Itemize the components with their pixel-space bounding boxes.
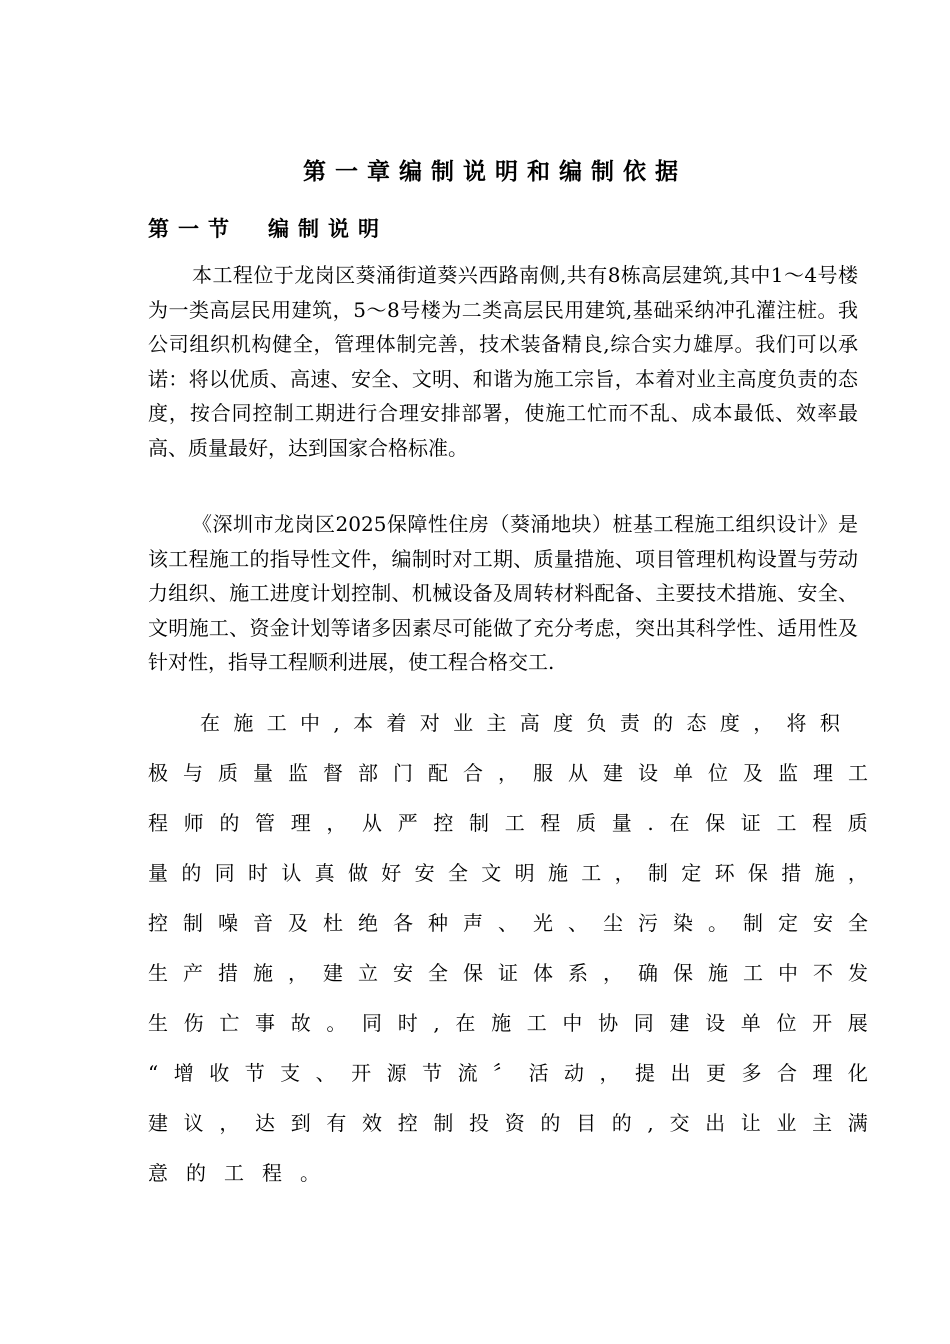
spaced-line: 程 师 的 管 理 ， 从 严 控 制 工 程 质 量 . 在 保 证 工 程 质 [148, 811, 868, 835]
paragraph-document-purpose: 《深圳市龙岗区2025保障性住房（葵涌地块）桩基工程施工组织设计》是该工程施工的指导性文件，编制时对工期、质量措施、项目管理机构设置与劳动力组织、施工进度计划控制、机械设备及周转材料配备、主要技术措施、安全、文明施工、资金计划等诸多因素尽可能做了充分考虑，突出其科学性、适用性及针对性，指导工程顺利进展，使工程合格交工. [148, 512, 858, 674]
spaced-line: 控 制 噪 音 及 杜 绝 各 种 声 、 光 、 尘 污 染 。 制 定 安 全 [148, 911, 868, 935]
chapter-title: 第一章编制说明和编制依据 [303, 159, 687, 185]
spaced-line: 建 议 ， 达 到 有 效 控 制 投 资 的 目 的 , 交 出 让 业 主 满 [148, 1111, 868, 1135]
spaced-line: 生 产 措 施 ， 建 立 安 全 保 证 体 系 ， 确 保 施 工 中 不 发 [148, 961, 868, 985]
section-title: 编制说明 [268, 217, 388, 241]
spaced-line: 生 伤 亡 事 故 。 同 时 , 在 施 工 中 协 同 建 设 单 位 开 展 [148, 1011, 868, 1035]
spaced-line: 极 与 质 量 监 督 部 门 配 合 ， 服 从 建 设 单 位 及 监 理 工 [148, 761, 868, 785]
section-heading [148, 214, 388, 244]
spaced-line: 在 施 工 中 , 本 着 对 业 主 高 度 负 责 的 态 度 ， 将 积 [200, 711, 840, 735]
spaced-line: 意 的 工 程 。 [148, 1161, 320, 1185]
section-number: 第一节 [148, 217, 238, 241]
paragraph-project-overview: 本工程位于龙岗区葵涌街道葵兴西路南侧,共有8栋高层建筑,其中1～4号楼为一类高层民用建筑，5～8号楼为二类高层民用建筑,基础采纳冲孔灌注桩。我公司组织机构健全，管理体制完善，技术装备精良,综合实力雄厚。我们可以承诺：将以优质、高速、安全、文明、和谐为施工宗旨，本着对业主高度负责的态度，按合同控制工期进行合理安排部署，使施工忙而不乱、成本最低、效率最高、质量最好，达到国家合格标准。 [148, 263, 858, 460]
spaced-line: “ 增 收 节 支 、 开 源 节 流 〞 活 动 ， 提 出 更 多 合 理 化 [148, 1061, 868, 1085]
spaced-line: 量 的 同 时 认 真 做 好 安 全 文 明 施 工 ， 制 定 环 保 措 施 ， [148, 861, 868, 885]
